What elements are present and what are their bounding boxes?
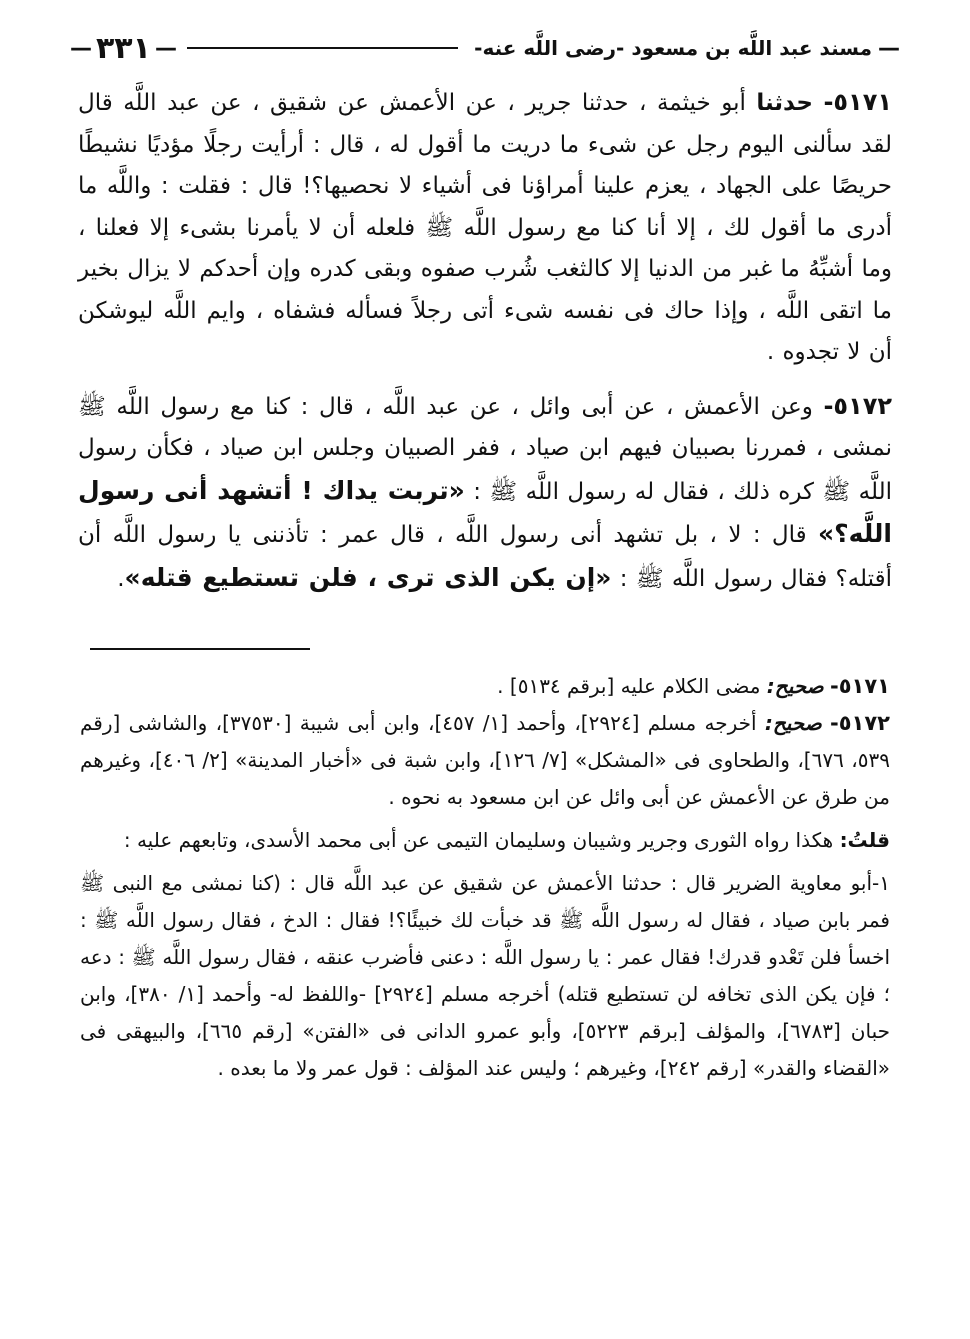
header-dash: — [154,35,177,61]
hadith-5172 [78,386,892,601]
prophetic-quote: «تربت يداك ! أتشهد أنى رسول اللَّه؟» [78,475,893,548]
hadith-number: ٥١٧٢- [823,391,893,420]
running-title: مسند عبد اللَّه بن مسعود -رضى اللَّه عنه- [474,36,872,60]
footnote-text: مضى الكلام عليه [برقم ٥١٣٤] . [497,674,761,698]
footnote-item-1 [80,865,890,1087]
header-dash: — [70,35,92,61]
footnotes [80,668,890,1087]
hadith-text: أبو خيثمة ، حدثنا جرير ، عن الأعمش عن شقيق ، عن عبد اللَّه قال لقد سألنى اليوم رجل عن شىء ما دريت ما أقول له ، قال : أرأيت رجلًا مؤديًا نشيطًا حريصًا على الجهاد ، يعزم علينا أمراؤنا فى أشياء لا نحصيها؟! قال : فقلت : واللَّه ما أدرى ما أقول لك ، إلا أنا كنا مع رسول اللَّه ﷺ فلعله أن لا يأمرنا بشىء إلا فعلنا ، وما أشبِّهُ ما غبر من الدنيا إلا كالثغب شُرب صفوه وبقى كدره وإن أحدكم لا يزال بخير ما اتقى اللَّه ، وإذا حاك فى نفسه شىء أتى رجلاً فسأله فشفاه ، وايم اللَّه ليوشكن أن لا تجدوه . [78,90,892,365]
footnote-5171 [80,668,890,705]
footnote-text: أبو معاوية الضرير قال : حدثنا الأعمش عن شقيق عن عبد اللَّه قال : (كنا نمشى مع النبى ﷺ فمر بابن صياد ، فقال له رسول اللَّه ﷺ قد خبأت لك خبيئًا؟! فقال : الدخ ، فقال رسول اللَّه ﷺ : اخسأ فلن تَعْدو قدرك! فقال عمر : يا رسول اللَّه : دعنى فأضرب عنقه ، فقال رسول اللَّه ﷺ : دعه ؛ فإن يكن الذى تخافه لن تستطيع قتله) أخرجه مسلم [٢٩٢٤] -واللفظ له- وأحمد [١/ ٣٨٠]، وابن حبان [٦٧٨٣]، والمؤلف [برقم ٥٢٢٣]، وأبو عمرو الدانى فى «الفتن» [رقم ٦٦٥]، والبيهقى فى «القضاء والقدر» [رقم ٢٤٢]، وغيرهم ؛ وليس عند المؤلف : قول عمر ولا ما بعده . [80,871,890,1080]
footnote-text: أخرجه مسلم [٢٩٢٤]، وأحمد [١/ ٤٥٧]، وابن أبى شيبة [٣٧٥٣٠]، والشاشى [رقم ٥٣٩، ٦٧٦]، والطحاوى فى «المشكل» [٧/ ١٢٦]، وابن شبة فى «أخبار المدينة» [٢/ ٤٠٦]، وغيرهم من طرق عن الأعمش عن أبى وائل عن ابن مسعود به نحوه . [80,711,890,809]
hadith-text: قال : لا ، بل تشهد أنى رسول اللَّه ، قال عمر : تأذننى يا رسول اللَّه أن أقتله؟ فقال رسول اللَّه ﷺ : [78,522,892,592]
qultu-label: قلتُ: [839,828,890,852]
hadith-5171 [78,82,892,374]
footnote-5172 [80,705,890,816]
footnote-qultu [80,822,890,859]
page-header [70,28,900,68]
hadith-end: . [117,565,125,592]
hadith-opening: حدثنا [756,90,813,116]
footnote-number: ٥١٧١- [830,674,890,698]
header-dash: — [878,35,900,61]
footnote-divider [90,648,310,650]
footnote-grade: صحيح: [766,674,824,698]
footnote-grade: صحيح: [764,711,822,735]
page-number: ٣٣١ [96,30,151,66]
footnote-number: ٥١٧٢- [830,711,891,735]
hadith-number: ٥١٧١- [823,88,892,116]
footnote-text: هكذا رواه الثورى وجرير وشيبان وسليمان التيمى عن أبى محمد الأسدى، وتابعهم عليه : [123,828,834,852]
header-rule [187,47,458,49]
prophetic-quote: «إن يكن الذى ترى ، فلن تستطيع قتله» [124,562,612,592]
main-text [78,82,892,612]
item-number: ١- [872,871,890,895]
hadith-text: وعن الأعمش ، عن أبى وائل ، عن عبد اللَّه ، قال : كنا مع رسول اللَّه ﷺ نمشى ، فمررنا بصبيان فيهم ابن صياد ، ففر الصبيان وجلس ابن صياد ، فكأن رسول اللَّه ﷺ كره ذلك ، فقال له رسول اللَّه ﷺ : [78,393,893,505]
